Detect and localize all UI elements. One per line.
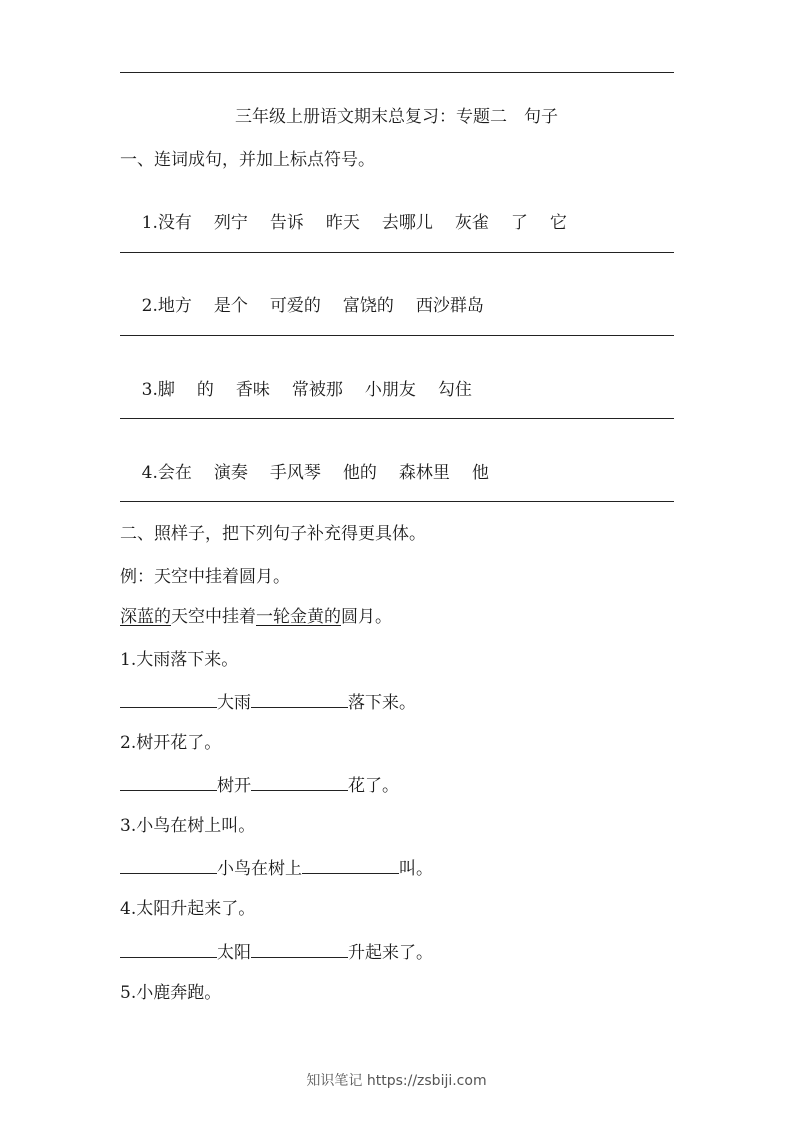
- word: 它: [549, 213, 567, 233]
- fill-blank[interactable]: [120, 773, 217, 791]
- fill-blank[interactable]: [251, 773, 348, 791]
- word: 是个: [213, 296, 248, 316]
- word: 灰雀: [454, 213, 489, 233]
- expand-answer-3: [120, 856, 433, 880]
- example-underlined-1: 深蓝的: [120, 607, 171, 627]
- fill-blank[interactable]: [120, 940, 217, 958]
- word: 森林里: [398, 463, 450, 483]
- item-number: 2.: [141, 296, 158, 316]
- word: 他的: [342, 463, 377, 483]
- section2-heading: 二、照样子，把下列句子补充得更具体。: [120, 524, 426, 544]
- fill-blank[interactable]: [120, 856, 217, 874]
- expand-prompt-2: 2.树开花了。: [120, 733, 222, 753]
- expand-answer-2: [120, 773, 399, 797]
- word: 小朋友: [364, 380, 416, 400]
- fill-blank[interactable]: [251, 690, 348, 708]
- word: 的: [196, 380, 214, 400]
- expand-prompt-1: 1.大雨落下来。: [120, 650, 239, 670]
- word: 演奏: [213, 463, 248, 483]
- example-answer: [120, 606, 392, 628]
- reorder-item-2: [120, 273, 484, 339]
- word: 西沙群岛: [415, 296, 484, 316]
- word: 常被那: [291, 380, 343, 400]
- item-number: 1.: [141, 213, 158, 233]
- example-label: 例：天空中挂着圆月。: [120, 567, 290, 587]
- word: 富饶的: [342, 296, 394, 316]
- word: 勾住: [437, 380, 472, 400]
- answer-mid-text: 树开: [217, 776, 251, 796]
- item-number: 3.: [141, 380, 158, 400]
- word: 他: [471, 463, 489, 483]
- expand-answer-1: [120, 690, 416, 714]
- fill-blank[interactable]: [251, 940, 348, 958]
- fill-blank[interactable]: [302, 856, 399, 874]
- answer-line-3[interactable]: [120, 418, 674, 419]
- page-title: 三年级上册语文期末总复习：专题二 句子: [235, 107, 558, 127]
- word: 香味: [235, 380, 270, 400]
- expand-prompt-4: 4.太阳升起来了。: [120, 899, 256, 919]
- answer-end-text: 落下来。: [348, 693, 416, 713]
- section1-heading: 一、连词成句，并加上标点符号。: [120, 150, 375, 170]
- word: 可爱的: [269, 296, 321, 316]
- top-rule: [120, 72, 674, 73]
- word: 地方: [157, 296, 192, 316]
- answer-end-text: 升起来了。: [348, 943, 433, 963]
- answer-mid-text: 太阳: [217, 943, 251, 963]
- example-text-2: 圆月。: [341, 607, 392, 627]
- answer-end-text: 花了。: [348, 776, 399, 796]
- reorder-item-3: [120, 357, 472, 423]
- example-underlined-2: 一轮金黄的: [256, 607, 341, 627]
- reorder-item-1: [120, 190, 567, 256]
- answer-mid-text: 小鸟在树上: [217, 859, 302, 879]
- answer-line-1[interactable]: [120, 252, 674, 253]
- word: 昨天: [325, 213, 360, 233]
- answer-line-4[interactable]: [120, 501, 674, 502]
- word: 脚: [157, 380, 175, 400]
- answer-mid-text: 大雨: [217, 693, 251, 713]
- expand-answer-4: [120, 940, 433, 964]
- word: 去哪儿: [381, 213, 433, 233]
- fill-blank[interactable]: [120, 690, 217, 708]
- item-number: 4.: [141, 463, 158, 483]
- expand-prompt-5: 5.小鹿奔跑。: [120, 983, 222, 1003]
- word: 列宁: [213, 213, 248, 233]
- answer-end-text: 叫。: [399, 859, 433, 879]
- word: 会在: [157, 463, 192, 483]
- word: 没有: [157, 213, 192, 233]
- reorder-item-4: [120, 440, 489, 506]
- footer-watermark: 知识笔记 https://zsbiji.com: [306, 1073, 487, 1089]
- expand-prompt-3: 3.小鸟在树上叫。: [120, 816, 256, 836]
- example-text-1: 天空中挂着: [171, 607, 256, 627]
- word: 手风琴: [269, 463, 321, 483]
- answer-line-2[interactable]: [120, 335, 674, 336]
- word: 了: [510, 213, 528, 233]
- word: 告诉: [269, 213, 304, 233]
